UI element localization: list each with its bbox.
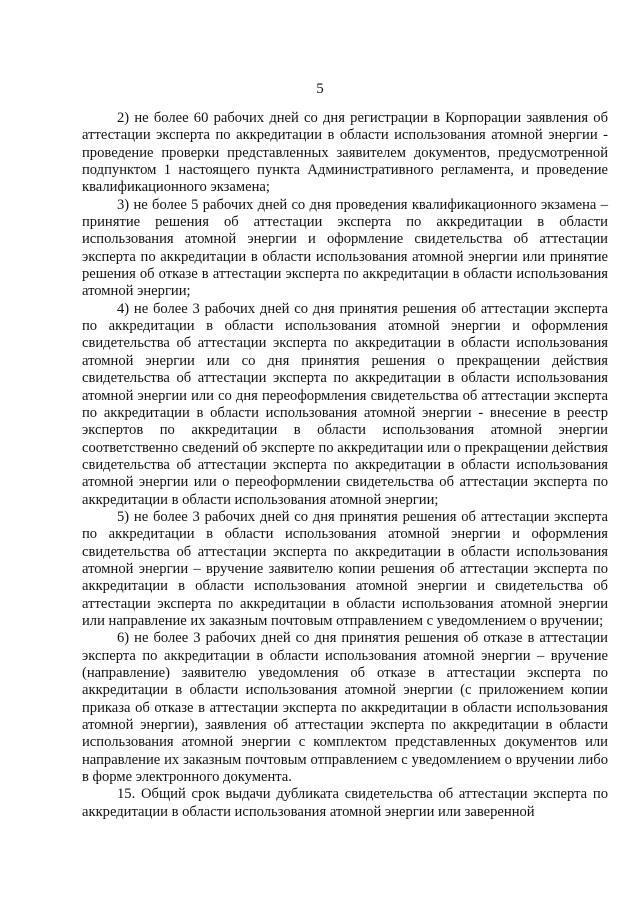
- paragraph-item-5: 5) не более 3 рабочих дней со дня принятия решения об аттестации эксперта по аккредитации в области использования атомной энергии и оформления свидетельства об аттестации эксперта по аккредитации в области использования атомной энергии – вручение заявителю копии решения об аттестации эксперта по аккредитации в области использования атомной энергии и свидетельства об аттестации эксперта по аккредитации в области использования атомной энергии или направление их заказным почтовым отправлением с уведомлением о вручении;: [82, 508, 608, 629]
- paragraph-item-3: 3) не более 5 рабочих дней со дня проведения квалификационного экзамена – принятие решения об аттестации эксперта по аккредитации в области использования атомной энергии и оформление свидетельства об аттестации эксперта по аккредитации в области использования атомной энергии или принятие решения об отказе в аттестации эксперта по аккредитации в области использования атомной энергии;: [82, 196, 608, 300]
- paragraph-item-2: 2) не более 60 рабочих дней со дня регистрации в Корпорации заявления об аттестации эксперта по аккредитации в области использования атомной энергии - проведение проверки представленных заявителем документов, предусмотренной подпунктом 1 настоящего пункта Административного регламента, и проведение квалификационного экзамена;: [82, 110, 608, 196]
- paragraph-item-6: 6) не более 3 рабочих дней со дня принятия решения об отказе в аттестации эксперта по аккредитации в области использования атомной энергии – вручение (направление) заявителю уведомления об отказе в аттестации эксперта по аккредитации в области использования атомной энергии (с приложением копии приказа об отказе в аттестации эксперта по аккредитации в области использования атомной энергии), заявления об аттестации эксперта по аккредитации в области использования атомной энергии с комплектом представленных документов или направление их заказным почтовым отправлением с уведомлением о вручении либо в форме электронного документа.: [82, 630, 608, 786]
- paragraph-item-4: 4) не более 3 рабочих дней со дня принятия решения об аттестации эксперта по аккредитации в области использования атомной энергии и оформления свидетельства об аттестации эксперта по аккредитации в области использования атомной энергии или со дня принятия решения о прекращении действия свидетельства об аттестации эксперта по аккредитации в области использования атомной энергии или со дня переоформления свидетельства об аттестации эксперта по аккредитации в области использования атомной энергии - внесение в реестр экспертов по аккредитации в области использования атомной энергии соответственно сведений об эксперте по аккредитации или о прекращении действия свидетельства об аттестации эксперта по аккредитации в области использования атомной энергии или о переоформлении свидетельства об аттестации эксперта по аккредитации в области использования атомной энергии;: [82, 300, 608, 508]
- document-body: [82, 110, 608, 821]
- page-number: 5: [316, 81, 324, 97]
- paragraph-clause-15: 15. Общий срок выдачи дубликата свидетельства об аттестации эксперта по аккредитации в области использования атомной энергии или заверенной: [82, 786, 608, 820]
